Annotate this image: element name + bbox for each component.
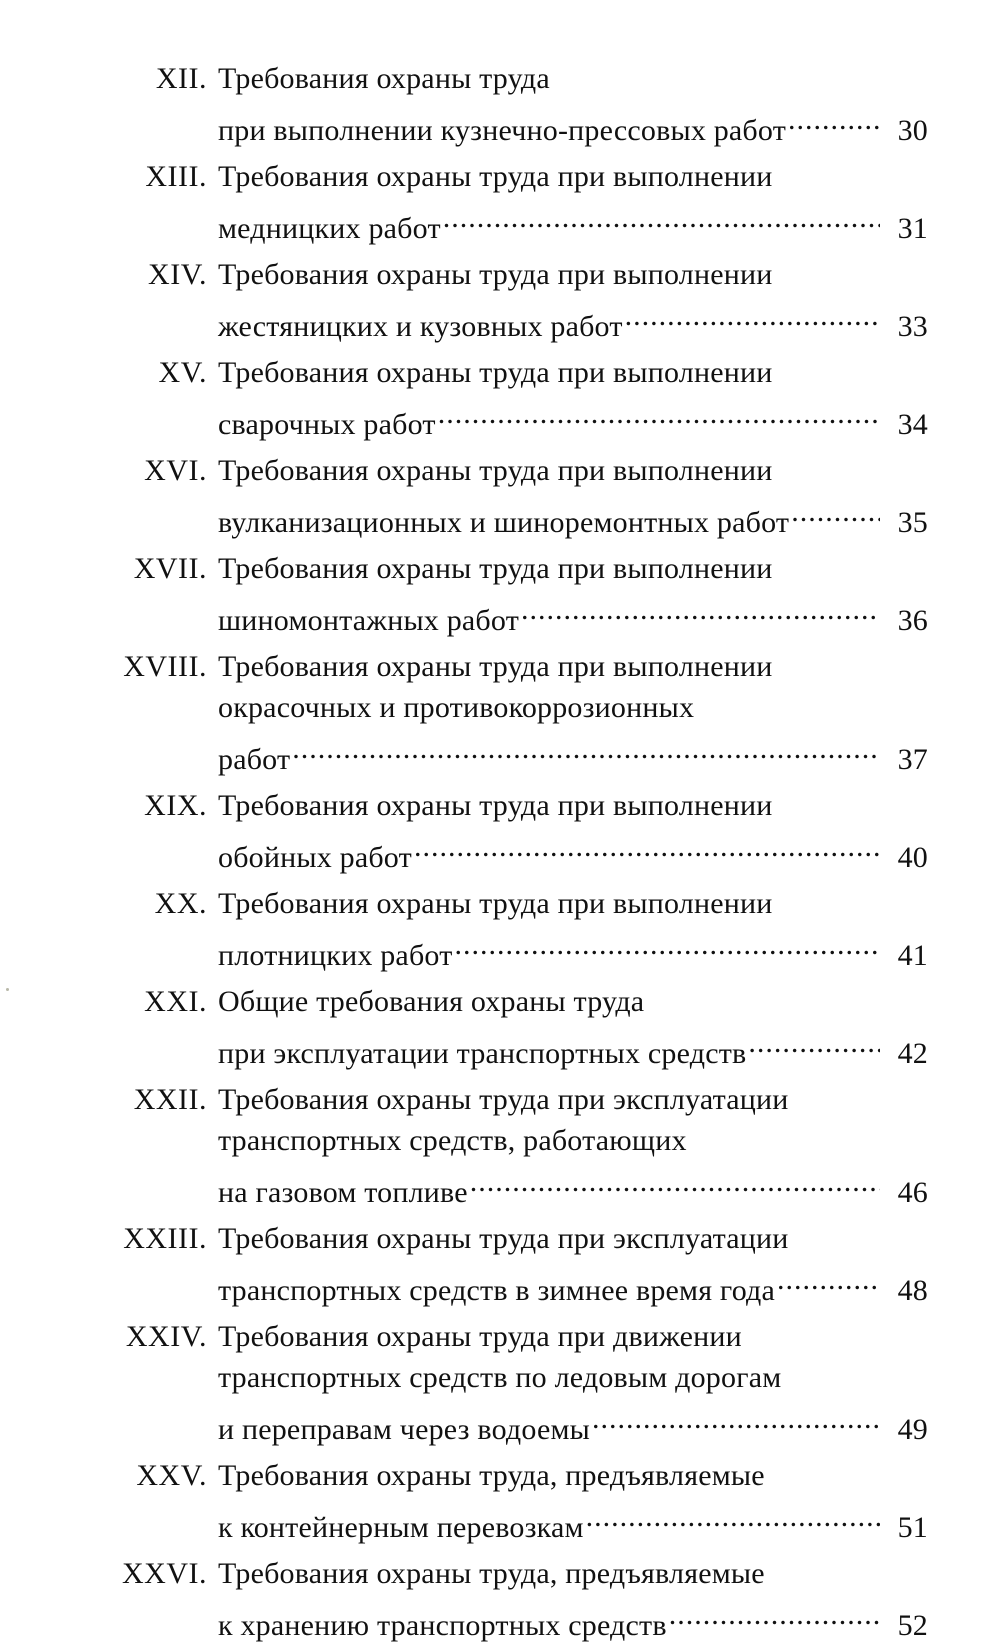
toc-entry: [0, 548, 1000, 641]
toc-entry: [0, 156, 1000, 249]
section-title: [218, 646, 928, 780]
title-line: Требования охраны труда при выполнении: [218, 356, 773, 389]
dot-leader: [625, 295, 880, 336]
title-line: Требования охраны труда при выполнении: [218, 650, 773, 683]
toc-entry: [0, 254, 1000, 347]
dot-leader: [669, 1594, 880, 1635]
dot-leader: [592, 1398, 880, 1439]
toc-entry: [0, 1316, 1000, 1450]
section-title: [218, 1316, 928, 1450]
page-number: 49: [897, 1413, 928, 1446]
title-line: сварочных работ: [218, 408, 436, 441]
title-line: Требования охраны труда при эксплуатации: [218, 1083, 789, 1116]
section-number: XVI.: [144, 454, 207, 487]
section-title: [218, 352, 928, 445]
dot-leader: [586, 1496, 880, 1537]
section-number: XXII.: [133, 1083, 207, 1116]
title-line: окрасочных и противокоррозионных: [218, 691, 695, 724]
section-number: XXIV.: [125, 1320, 207, 1353]
section-number: XIII.: [145, 160, 207, 193]
title-line: транспортных средств по ледовым дорогам: [218, 1361, 782, 1394]
title-last-line: [218, 1594, 928, 1646]
title-last-line: [218, 1496, 928, 1548]
title-last-line: [218, 491, 928, 543]
title-last-line: [218, 393, 928, 445]
dot-leader: [470, 1161, 880, 1202]
title-line: шиномонтажных работ: [218, 604, 520, 637]
page-number: 41: [897, 939, 928, 972]
title-last-line: [218, 1161, 928, 1213]
title-line: при эксплуатации транспортных средств: [218, 1037, 747, 1070]
dot-leader: [455, 924, 880, 965]
section-number: XX.: [154, 887, 207, 920]
section-number: XVIII.: [123, 650, 207, 683]
page-number: 33: [897, 310, 928, 343]
dot-leader: [748, 1022, 880, 1063]
table-of-contents: [0, 58, 1000, 1651]
toc-entry: [0, 450, 1000, 543]
section-title: [218, 1553, 928, 1646]
section-number: XIX.: [144, 789, 207, 822]
section-title: [218, 1218, 928, 1311]
section-number: XXI.: [144, 985, 207, 1018]
title-line: при выполнении кузнечно-прессовых работ: [218, 114, 787, 147]
title-last-line: [218, 589, 928, 641]
section-number: XIV.: [148, 258, 207, 291]
title-last-line: [218, 99, 928, 151]
page-number: 34: [897, 408, 928, 441]
toc-entry: [0, 883, 1000, 976]
section-title: [218, 883, 928, 976]
title-line: Требования охраны труда при выполнении: [218, 789, 773, 822]
dot-leader: [791, 491, 880, 532]
page-number: 30: [897, 114, 928, 147]
title-line: к хранению транспортных средств: [218, 1609, 667, 1642]
title-line: обойных работ: [218, 841, 412, 874]
title-line: жестяницких и кузовных работ: [218, 310, 623, 343]
section-title: [218, 548, 928, 641]
page-number: 40: [897, 841, 928, 874]
toc-entry: [0, 1455, 1000, 1548]
title-last-line: [218, 728, 928, 780]
section-title: [218, 450, 928, 543]
toc-entry: [0, 646, 1000, 780]
page-number: 51: [897, 1511, 928, 1544]
section-title: [218, 1455, 928, 1548]
section-number: XXIII.: [123, 1222, 207, 1255]
page-number: 52: [897, 1609, 928, 1642]
title-line: Требования охраны труда при выполнении: [218, 454, 773, 487]
dot-leader: [438, 393, 880, 434]
toc-entry: [0, 352, 1000, 445]
section-title: [218, 785, 928, 878]
title-last-line: [218, 1398, 928, 1450]
section-title: [218, 156, 928, 249]
page-number: 35: [897, 506, 928, 539]
title-last-line: [218, 1022, 928, 1074]
title-last-line: [218, 295, 928, 347]
section-number: XVII.: [133, 552, 207, 585]
page-number: 46: [897, 1176, 928, 1209]
title-line: транспортных средств в зимнее время года: [218, 1274, 776, 1307]
page-number: 42: [897, 1037, 928, 1070]
title-line: работ: [218, 743, 291, 776]
section-title: [218, 254, 928, 347]
title-line: Общие требования охраны труда: [218, 985, 645, 1018]
title-line: Требования охраны труда при выполнении: [218, 552, 773, 585]
title-line: медницких работ: [218, 212, 441, 245]
section-number: XII.: [155, 62, 207, 95]
dot-leader: [414, 826, 880, 867]
page-number: 37: [897, 743, 928, 776]
toc-entry: [0, 1079, 1000, 1213]
title-line: транспортных средств, работающих: [218, 1124, 687, 1157]
title-last-line: [218, 1259, 928, 1311]
toc-entry: [0, 785, 1000, 878]
title-line: Требования охраны труда, предъявляемые: [218, 1557, 765, 1590]
title-line: Требования охраны труда при эксплуатации: [218, 1222, 789, 1255]
section-title: [218, 1079, 928, 1213]
title-line: Требования охраны труда при выполнении: [218, 160, 773, 193]
title-line: к контейнерным перевозкам: [218, 1511, 584, 1544]
title-line: Требования охраны труда при движении: [218, 1320, 742, 1353]
title-line: Требования охраны труда: [218, 62, 550, 95]
toc-entry: [0, 58, 1000, 151]
title-line: Требования охраны труда, предъявляемые: [218, 1459, 765, 1492]
section-title: [218, 981, 928, 1074]
dot-leader: [788, 99, 880, 140]
toc-entry: [0, 981, 1000, 1074]
section-number: XXVI.: [122, 1557, 207, 1590]
toc-entry: [0, 1218, 1000, 1311]
title-line: Требования охраны труда при выполнении: [218, 258, 773, 291]
toc-entry: [0, 1553, 1000, 1646]
dot-leader: [443, 197, 880, 238]
section-title: [218, 58, 928, 151]
page-number: 48: [897, 1274, 928, 1307]
dot-leader: [292, 728, 880, 769]
title-line: и переправам через водоемы: [218, 1413, 590, 1446]
section-number: XXV.: [136, 1459, 207, 1492]
title-last-line: [218, 197, 928, 249]
title-line: на газовом топливе: [218, 1176, 468, 1209]
title-line: Требования охраны труда при выполнении: [218, 887, 773, 920]
dot-leader: [777, 1259, 880, 1300]
title-last-line: [218, 924, 928, 976]
page-number: 36: [897, 604, 928, 637]
section-number: XV.: [158, 356, 207, 389]
title-line: плотницких работ: [218, 939, 453, 972]
dot-leader: [521, 589, 880, 630]
page-number: 31: [897, 212, 928, 245]
title-last-line: [218, 826, 928, 878]
title-line: вулканизационных и шиноремонтных работ: [218, 506, 790, 539]
